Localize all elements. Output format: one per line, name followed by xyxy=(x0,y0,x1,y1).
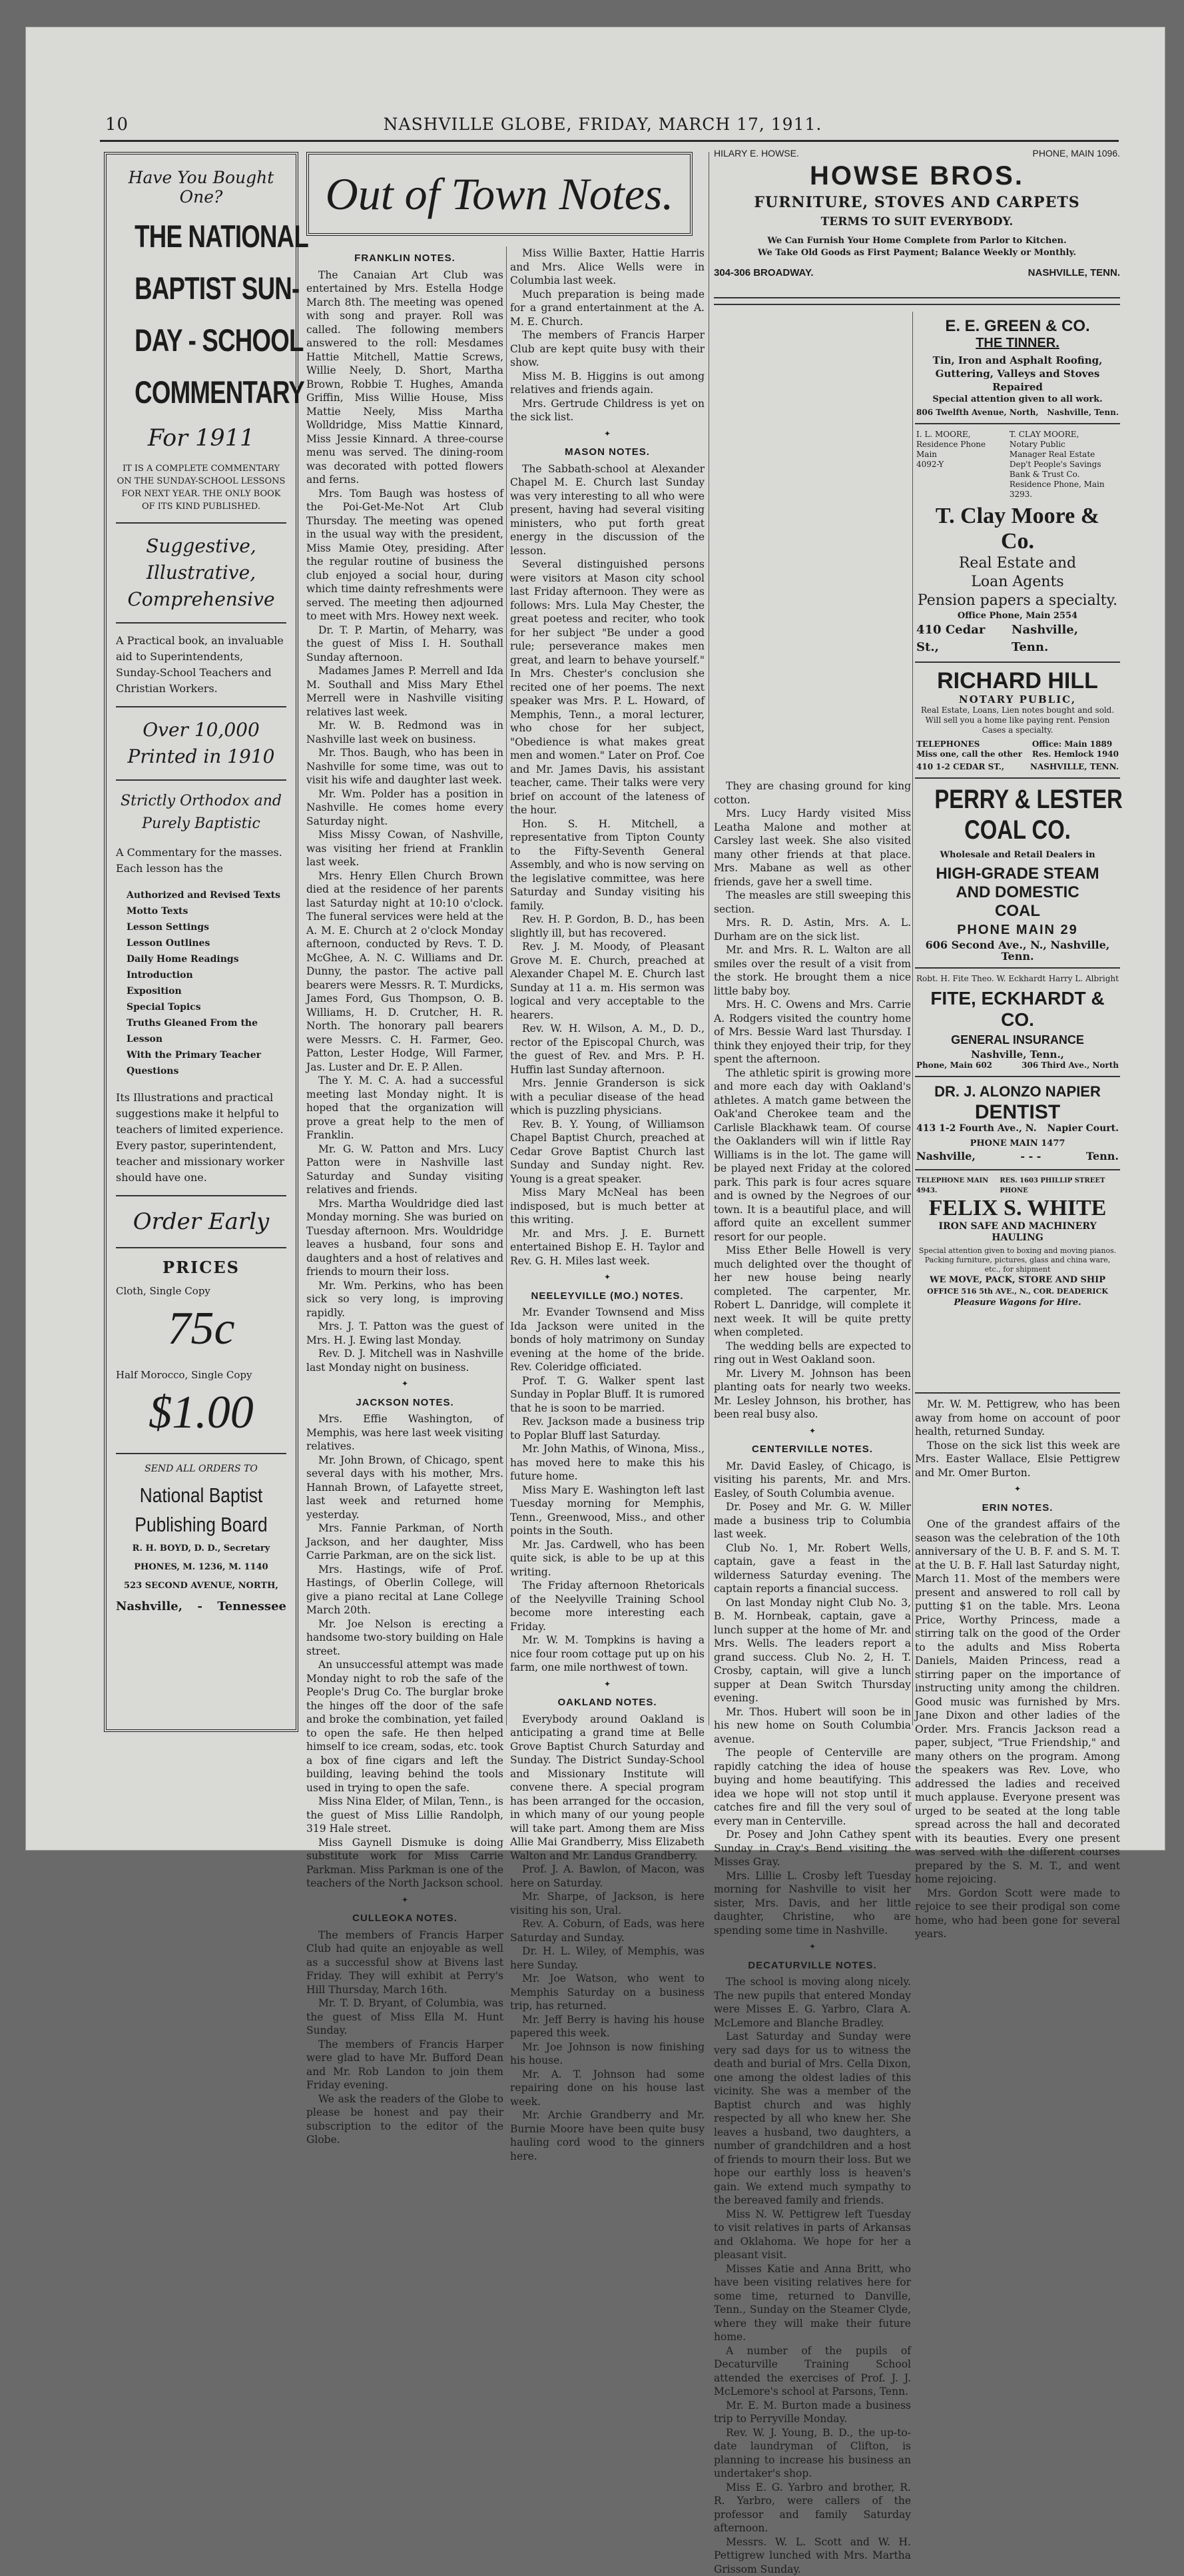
column-rule xyxy=(506,246,507,1725)
ad-address: 523 SECOND AVENUE, NORTH, xyxy=(116,1577,286,1595)
section-separator: ✦ xyxy=(714,1940,911,1954)
feature-item: With the Primary Teacher xyxy=(127,1047,286,1063)
news-paragraph: Mr. Joe Watson, who went to Memphis Saturday on a business trip, has returned. xyxy=(510,1972,705,2013)
news-paragraph: Dr. H. L. Wiley, of Memphis, was here Sunday. xyxy=(510,1944,705,1972)
news-paragraph: One of the grandest affairs of the season was the celebration of the 10th anniversary of the U. B. F. and S. M. T. at the U. B. F. Hall last Saturday night, March 11. Most of the members were present and answered to roll call by putting $1 on the table. Mrs. Leona Price, Worthy Princess, made a stirring talk on the good of the Order to the adults and Miss Roberta Daniels, Maiden Princess, read a stirring paper on the importance of instructing unity among the children. Good music was furnished by Mrs. Jane Dixon and other ladies of the Order. Mrs. Francis Jackson read a paper, subject, "True Friendship," and many others on the program. Among the speakers was Rev. Love, who addressed the ladies and received much applause. Everyone present was urged to be seated at the long table spread across the hall and decorated with its beauties. Every one present was served with the different courses prepared by the S. M. T., and went home rejoicing. xyxy=(915,1517,1120,1887)
news-paragraph: Mr. T. D. Bryant, of Columbia, was the guest of Miss Ella M. Hunt Sunday. xyxy=(306,1996,503,2038)
green-name: E. E. GREEN & CO. xyxy=(916,317,1119,336)
ads-column xyxy=(915,312,1120,1391)
news-paragraph: Mrs. Henry Ellen Church Brown died at the residence of her parents last Saturday night at 10:10 o'clock. The funeral services were held at the A. M. E. Church at 2 o'clock Monday afternoon, conducted by Revs. T. D. McGhee, A. N. C. Williams and Dr. Dunny, the pastor. The active pall bearers were Messrs. R. T. Murdicks, James Ford, Gus Thompson, O. B. Williams, H. D. Crutcher, H. R. North. The honorary pall bearers were Messrs. C. H. Farmer, Geo. Patton, Lester Hodge, Will Farmer, Jas. Luster and Dr. E. P. Allen. xyxy=(306,869,503,1074)
news-paragraph: Dr. Posey and John Cathey spent Sunday in Cray's Bend visiting the Misses Gray. xyxy=(714,1828,911,1869)
howse-terms: TERMS TO SUIT EVERYBODY. xyxy=(714,215,1120,228)
ad-title-line-4: COMMENTARY xyxy=(135,370,268,414)
news-paragraph: Mr. W. M. Pettigrew, who has been away from home on account of poor health, returned Sunday. xyxy=(915,1398,1120,1439)
news-paragraph: The measles are still sweeping this section. xyxy=(714,889,911,916)
moore-line-1: Real Estate and xyxy=(916,554,1119,573)
news-paragraph: Mr. Livery M. Johnson has been planting oats for nearly two weeks. Mr. Lesley Johnson, his brother, has been real busy also. xyxy=(714,1367,911,1422)
ad-prices-heading: PRICES xyxy=(116,1258,286,1277)
white-name: FELIX S. WHITE xyxy=(916,1196,1119,1221)
white-sub: IRON SAFE AND MACHINERY HAULING xyxy=(916,1221,1119,1244)
news-paragraph: Prof. T. G. Walker spent last Sunday in Poplar Bluff. It is rumored that he is soon to be married. xyxy=(510,1374,705,1416)
news-paragraph: On last Monday night Club No. 3, B. M. Hornbeak, captain, gave a lunch supper at the home of Mr. and Mrs. Wells. The leaders report a grand success. Club No. 2, H. T. Crosby, captain, will give a lunch supper at Dean Switch Thursday evening. xyxy=(714,1596,911,1705)
section-separator: ✦ xyxy=(306,1893,503,1907)
news-paragraph: Rev. W. J. Young, B. D., the up-to-date laundryman of Clifton, is planning to increase his business an undertaker's shop. xyxy=(714,2426,911,2481)
news-paragraph: The members of Francis Harper were glad to have Mr. Bufford Dean and Mr. Rob Landon to join them Friday evening. xyxy=(306,2038,503,2092)
napier-name: DR. J. ALONZO NAPIER xyxy=(916,1082,1119,1101)
news-paragraph: Last Saturday and Sunday were very sad days for us to witness the death and burial of Mrs. Cella Dixon, one among the oldest ladies of this vicinity. She was a member of the Baptist church and was highly respected by all who knew her. She leaves a husband, two daughters, a number of grandchildren and a host of friends to mourn their loss. But we hope our earthly loss is heaven's gain. We extend much sympathy to the bereaved family and friends. xyxy=(714,2030,911,2208)
feature-item: Exposition xyxy=(127,983,286,999)
fite-name: FITE, ECKHARDT & CO. xyxy=(916,988,1119,1031)
news-paragraph: Miss Mary McNeal has been indisposed, but is much better at this writing. xyxy=(510,1186,705,1227)
moore-office: Office Phone, Main 2554 xyxy=(916,610,1119,622)
news-paragraph: Miss M. B. Higgins is out among relatives and friends again. xyxy=(510,370,705,397)
hill-name: RICHARD HILL xyxy=(916,668,1119,694)
howse-bros-ad xyxy=(714,148,1120,305)
feature-item: Questions xyxy=(127,1063,286,1079)
commentary-ad xyxy=(104,152,298,1732)
news-paragraph: Mrs. J. T. Patton was the guest of Mrs. H. J. Ewing last Monday. xyxy=(306,1320,503,1347)
napier-court: Napier Court. xyxy=(1047,1124,1119,1134)
news-paragraph: Mr. John Brown, of Chicago, spent several days with his mother, Mrs. Hannah Brown, of Lafayette street, last week and returned home yesterday. xyxy=(306,1454,503,1522)
section-title: Out of Town Notes. xyxy=(306,152,693,236)
section-separator: ✦ xyxy=(510,427,705,441)
ad-morocco-label: Half Morocco, Single Copy xyxy=(116,1369,286,1381)
moore-pension: Pension papers a specialty. xyxy=(916,592,1119,610)
news-paragraph: Mr. Jeff Berry is having his house papered this week. xyxy=(510,2013,705,2040)
news-paragraph: Rev. Jackson made a business trip to Poplar Bluff last Saturday. xyxy=(510,1415,705,1442)
ad-question: Have You Bought One? xyxy=(116,168,286,207)
news-paragraph: The wedding bells are expected to ring out in West Oakland soon. xyxy=(714,1340,911,1367)
howse-note-1: We Can Furnish Your Home Complete from Parlor to Kitchen. xyxy=(714,235,1120,247)
news-paragraph: Mrs. Gordon Scott were made to rejoice to see their prodigal son come home, who had been gone for several years. xyxy=(915,1887,1120,1941)
news-paragraph: The Y. M. C. A. had a successful meeting last Monday night. It is hoped that the organization will prove a great help to the men of Franklin. xyxy=(306,1074,503,1142)
news-paragraph: Mr. A. T. Johnson had some repairing done on his house last week. xyxy=(510,2068,705,2109)
ad-city: Nashville, - Tennessee xyxy=(116,1599,286,1613)
divider xyxy=(116,622,286,624)
news-heading: ERIN NOTES. xyxy=(915,1502,1120,1515)
news-paragraph: Mr. and Mrs. J. E. Burnett entertained Bishop E. H. Taylor and Rev. G. H. Miles last week. xyxy=(510,1227,705,1268)
news-paragraph: Mr. Archie Grandberry and Mr. Burnie Moore have been quite busy hauling cord wood to the ginners here. xyxy=(510,2108,705,2163)
ad-suggestive: Suggestive, Illustrative, Comprehensive xyxy=(116,533,286,613)
fite-city: Nashville, Tenn., xyxy=(916,1049,1119,1061)
news-paragraph: Hon. S. H. Mitchell, a representative from Tipton County to the Fifty-Seventh General Assembly, and who is now serving on the legislative committee, was here Saturday and Sunday visiting his family. xyxy=(510,817,705,913)
perry-address: 606 Second Ave., N., Nashville, Tenn. xyxy=(916,939,1119,962)
green-desc: Tin, Iron and Asphalt Roofing, Guttering, Valleys and Stoves Repaired xyxy=(916,354,1119,394)
news-paragraph: Mr. John Mathis, of Winona, Miss., has moved here to make this his future home. xyxy=(510,1442,705,1484)
news-heading: NEELEYVILLE (MO.) NOTES. xyxy=(510,1290,705,1304)
perry-name-2: COAL CO. xyxy=(934,815,1100,845)
news-paragraph: Messrs. W. L. Scott and W. H. Pettigrew lunched with Mrs. Martha Grissom Sunday. xyxy=(714,2535,911,2576)
ad-morocco-price: $1.00 xyxy=(116,1386,286,1440)
news-paragraph: Mrs. R. D. Astin, Mrs. A. L. Durham are on the sick list. xyxy=(714,916,911,943)
howse-city: NASHVILLE, TENN. xyxy=(1028,267,1120,278)
green-special: Special attention given to all work. xyxy=(916,394,1119,405)
news-paragraph: Rev. A. Coburn, of Eads, was here Saturday and Sunday. xyxy=(510,1917,705,1944)
news-paragraph: Several distinguished persons were visitors at Mason city school last Friday afternoon. They were as follows: Mrs. Lula May Chester, the great poetess and reciter, who took for her subject "Be under a good rule; perseverance makes men great, and learn to behave yourself." In Mrs. Chester's conclusion she recited one of her poems. The next speaker was Mrs. P. L. Howard, of Memphis, Tenn., a moral lecturer, who chose for her subject, "Obedience is what makes great men and women." Later on Prof. Coe and Mr. James Davis, his assistant teacher, came. Their talks were very brief on account of the lateness of the hour. xyxy=(510,558,705,817)
green-ad xyxy=(915,312,1120,424)
divider xyxy=(116,706,286,707)
news-paragraph: The Friday afternoon Rhetoricals of the Neelyville Training School become more interesting each Friday. xyxy=(510,1579,705,1633)
news-paragraph: The Canaian Art Club was entertained by Mrs. Estella Hodge March 8th. The meeting was opened with song and prayer. Roll was called. The following members answered to the roll: Mesdames Hattie Mitchell, Mattie Screws, Willie Neely, D. Short, Martha Brown, Robbie T. Hughes, Amanda Griffin, Miss Willie House, Miss Mattie Neely, Miss Martha Wolldridge, Miss Mattie Kinnard, Miss Jessie Kinnard. A three-course menu was served. The dining-room was decorated with potted flowers and ferns. xyxy=(306,268,503,487)
news-paragraph: Mr. David Easley, of Chicago, is visiting his parents, Mr. and Mrs. Easley, of South Columbia avenue. xyxy=(714,1460,911,1501)
news-paragraph: We ask the readers of the Globe to please be honest and pay their subscription to the editor of the Globe. xyxy=(306,2092,503,2147)
ad-cloth-label: Cloth, Single Copy xyxy=(116,1285,286,1297)
howse-address: 304-306 BROADWAY. xyxy=(714,267,814,278)
perry-grade-2: AND DOMESTIC xyxy=(916,883,1119,902)
news-column-b xyxy=(510,246,705,1725)
news-paragraph: Miss Missy Cowan, of Nashville, was visiting her friend at Franklin last week. xyxy=(306,828,503,869)
perry-phone: PHONE MAIN 29 xyxy=(916,921,1119,939)
fite-address: 306 Third Ave., North xyxy=(1022,1061,1119,1071)
fite-phone: Phone, Main 602 xyxy=(916,1061,992,1071)
divider xyxy=(116,1453,286,1454)
green-tinner: THE TINNER. xyxy=(916,336,1119,351)
section-separator: ✦ xyxy=(510,1677,705,1691)
ad-title-line-2: BAPTIST SUN- xyxy=(135,266,268,310)
divider xyxy=(116,779,286,781)
news-paragraph: Mr. Wm. Polder has a position in Nashville. He comes home every Saturday night. xyxy=(306,787,503,829)
napier-title: DENTIST xyxy=(916,1101,1119,1124)
news-paragraph: Miss Ether Belle Howell is very much delighted over the thought of her new house being nearly completed. The carpenter, Mr. Robert L. Danridge, will complete it next week. It will be quite pretty when completed. xyxy=(714,1244,911,1340)
news-paragraph: Mrs. Tom Baugh was hostess of the Poi-Get-Me-Not Art Club Thursday. The meeting was opened in the usual way with the president, Miss Mamie Otey, presiding. After the regular routine of business the club enjoyed a social hour, during which time dainty refreshments were served. The meeting then adjourned to meet with Mrs. Howey next week. xyxy=(306,487,503,624)
news-paragraph: Rev. J. M. Moody, of Pleasant Grove M. E. Church, preached at Alexander Chapel M. E. Church last Sunday at 11 a. m. His sermon was logical and very acceptable to the hearers. xyxy=(510,940,705,1022)
page-number: 10 xyxy=(105,115,129,135)
news-heading: OAKLAND NOTES. xyxy=(510,1696,705,1710)
news-paragraph: Miss Gaynell Dismuke is doing substitute work for Miss Carrie Parkman. Miss Parkman is one of the teachers of the North Jackson school. xyxy=(306,1836,503,1891)
perry-coal: COAL xyxy=(916,902,1119,921)
divider xyxy=(915,1392,1120,1394)
news-paragraph: Misses Katie and Anna Britt, who have been visiting relatives here for some time, returned to Danville, Tenn., Sunday on the Steamer Clyde, where they will make their future home. xyxy=(714,2262,911,2344)
ad-title-line-3: DAY - SCHOOL xyxy=(135,318,268,362)
hill-city: NASHVILLE, TENN. xyxy=(1030,762,1119,772)
hill-ad: RICHARD HILL NOTARY PUBLIC, Real Estate, Loans, Lien notes bought and sold. Will sell you a home like paying rent. Pension Cases a specialty. TELEPHONES Miss one, call the other Office: Main 1889 Res. Hemlock 1940 410 1-2 CEDAR ST., NASHVILLE, TENN. xyxy=(915,663,1120,779)
news-paragraph: Mr. Joe Nelson is erecting a handsome two-story building on Hale street. xyxy=(306,1617,503,1659)
divider xyxy=(714,304,1120,305)
ad-orthodox: Strictly Orthodox and Purely Baptistic xyxy=(116,790,286,835)
moore-ad: I. L. MOORE, Residence Phone Main 4092-Y T. CLAY MOORE, Notary Public Manager Real Estate Dep't People's Savings Bank & Trust Co. Residence Phone, Main 3293. T. Clay Moore & Co. Real Estate and Loan Agents Pension papers a specialty. Office Phone, Main 2554 410 Cedar St., Nashville, Tenn. xyxy=(915,424,1120,663)
moore-city: Nashville, Tenn. xyxy=(1012,622,1119,656)
ad-secretary: R. H. BOYD, D. D., Secretary xyxy=(116,1539,286,1558)
ad-publisher-1: National Baptist xyxy=(129,1481,274,1510)
news-paragraph: Mr. and Mrs. R. L. Walton are all smiles over the result of a visit from the stork. He brought them a nice little baby boy. xyxy=(714,943,911,998)
news-paragraph: Mr. W. M. Tompkins is having a nice four room cottage put up on his farm, one mile northwest of town. xyxy=(510,1633,705,1675)
perry-name-1: PERRY & LESTER xyxy=(934,784,1100,815)
howse-phone: PHONE, MAIN 1096. xyxy=(1033,148,1121,159)
white-ad: TELEPHONE MAIN 4943. RES. 1603 PHILLIP STREET PHONE FELIX S. WHITE IRON SAFE AND MACHINERY HAULING Special attention given to boxing and moving pianos. Packing furniture, pictures, glass and china ware, etc., for shipment WE MOVE, PACK, STORE AND SHIP OFFICE 516 5th AVE., N., COR. DEADERICK Pleasure Wagons for Hire. xyxy=(915,1170,1120,1314)
news-paragraph: Rev. H. P. Gordon, B. D., has been slightly ill, but has recovered. xyxy=(510,913,705,940)
feature-item: Lesson Outlines xyxy=(127,935,286,951)
news-paragraph: Mrs. Effie Washington, of Memphis, was here last week visiting relatives. xyxy=(306,1412,503,1454)
news-paragraph: An unsuccessful attempt was made Monday night to rob the safe of the People's Drug Co. The burglar broke the hinges off the door of the safe and broke the combination, yet failed to open the safe. He then helped himself to ice cream, sodas, etc. took a box of fine cigars and left the building, leaving behind the tools used in trying to open the safe. xyxy=(306,1658,503,1795)
news-paragraph: Mrs. Lillie L. Crosby left Tuesday morning for Nashville to visit her sister, Mrs. Davis, and her little daughter, Christine, who are spending some time in Nashville. xyxy=(714,1869,911,1938)
perry-wholesale: Wholesale and Retail Dealers in xyxy=(916,849,1119,861)
page-header xyxy=(80,112,1125,139)
news-heading: DECATURVILLE NOTES. xyxy=(714,1959,911,1973)
section-separator: ✦ xyxy=(306,1377,503,1391)
news-paragraph: Miss Willie Baxter, Hattie Harris and Mrs. Alice Wells were in Columbia last week. xyxy=(510,246,705,288)
news-paragraph: The members of Francis Harper Club had quite an enjoyable as well as a successful show at Bivens last Friday. They will exhibit at Perry's Hill Thursday, March 16th. xyxy=(306,1929,503,1997)
news-paragraph: Prof. J. A. Bawlon, of Macon, was here on Saturday. xyxy=(510,1863,705,1890)
news-paragraph: Miss N. W. Pettigrew left Tuesday to visit relatives in parts of Arkansas and Oklahoma. We hope for her a pleasant visit. xyxy=(714,2208,911,2262)
news-paragraph: The athletic spirit is growing more and more each day with Oakland's athletes. A match game between the Oak'and Cherokee team and the Carlisle Blackhawk team. Of course the Oaklanders will win if little Ray Williams is in the lot. The game will be played next Friday at the colored park. This park is four acres square and is owned by the Negroes of our town. It is a beautiful place, and will afford quite an excellent summer resort for our people. xyxy=(714,1067,911,1244)
ad-phones: PHONES, M. 1236, M. 1140 xyxy=(116,1558,286,1577)
divider xyxy=(714,297,1120,298)
news-paragraph: Mr. Thos. Baugh, who has been in Nashville for some time, was out to visit his wife and daughter last week. xyxy=(306,746,503,787)
hill-desc: Real Estate, Loans, Lien notes bought and sold. Will sell you a home like paying rent. Pension Cases a specialty. xyxy=(916,705,1119,735)
news-paragraph: Mr. Jas. Cardwell, who has been quite sick, is able to be up at this writing. xyxy=(510,1538,705,1579)
news-heading: MASON NOTES. xyxy=(510,446,705,460)
news-paragraph: Mr. Sharpe, of Jackson, is here visiting his son, Ural. xyxy=(510,1890,705,1917)
news-heading: FRANKLIN NOTES. xyxy=(306,252,503,266)
news-heading: CENTERVILLE NOTES. xyxy=(714,1443,911,1457)
news-paragraph: Mrs. Lucy Hardy visited Miss Leatha Malone and mother at Carsley last week. She also visited many other friends at that place. Mrs. Mabane as well as other friends, gave her a swell time. xyxy=(714,807,911,889)
ad-cloth-price: 75c xyxy=(116,1302,286,1356)
news-paragraph: Club No. 1, Mr. Robert Wells, captain, gave a feast in the wilderness Saturday evening. The captain reports a financial success. xyxy=(714,1541,911,1596)
column-rule xyxy=(912,312,913,1725)
perry-lester-ad xyxy=(915,779,1120,969)
feature-item: Lesson Settings xyxy=(127,919,286,935)
news-paragraph: Dr. Posey and Mr. G. W. Miller made a business trip to Columbia last week. xyxy=(714,1500,911,1541)
white-pleasure: Pleasure Wagons for Hire. xyxy=(916,1297,1119,1308)
ad-year: For 1911 xyxy=(116,425,286,452)
news-paragraph: Mr. Joe Johnson is now finishing his house. xyxy=(510,2040,705,2068)
news-paragraph: Those on the sick list this week are Mrs. Easter Wallace, Elsie Pettigrew and Mr. Omer Burton. xyxy=(915,1439,1120,1480)
divider xyxy=(116,1195,286,1196)
howse-sub: FURNITURE, STOVES AND CARPETS xyxy=(714,194,1120,211)
news-paragraph: Mrs. Hastings, wife of Prof. Hastings, of Oberlin College, will give a piano recital at Lane College March 20th. xyxy=(306,1563,503,1617)
ad-features-list xyxy=(116,887,286,1079)
news-paragraph: Mrs. Jennie Granderson is sick with a peculiar disease of the head which is puzzling physicians. xyxy=(510,1076,705,1118)
news-paragraph: The school is moving along nicely. The new pupils that entered Monday were Misses E. G. Yarbro, Clara A. McLemore and Blanche Bradley. xyxy=(714,1975,911,2030)
white-office: OFFICE 516 5th AVE., N., COR. DEADERICK xyxy=(916,1286,1119,1297)
howse-name: HOWSE BROS. xyxy=(714,161,1120,191)
ad-order-early: Order Early xyxy=(116,1208,286,1235)
news-paragraph: They are chasing ground for king cotton. xyxy=(714,779,911,807)
napier-ad: DR. J. ALONZO NAPIER DENTIST 413 1-2 Fourth Ave., N. Napier Court. PHONE MAIN 1477 Nashville, - - - Tenn. xyxy=(915,1077,1120,1170)
white-move: WE MOVE, PACK, STORE AND SHIP xyxy=(916,1274,1119,1286)
ad-title-line-1: THE NATIONAL xyxy=(135,215,268,258)
news-heading: JACKSON NOTES. xyxy=(306,1396,503,1410)
news-heading: CULLEOKA NOTES. xyxy=(306,1912,503,1926)
news-column-c xyxy=(714,779,911,1725)
section-separator: ✦ xyxy=(714,1424,911,1438)
green-address: 806 Twelfth Avenue, North, xyxy=(916,408,1039,418)
news-paragraph: Mrs. H. C. Owens and Mrs. Carrie A. Rodgers visited the country home of Mrs. Bessie Ward last Thursday. I think they enjoyed their trip, for they spent the afternoon. xyxy=(714,998,911,1067)
news-paragraph: Mr. E. M. Burton made a business trip to Perryville Monday. xyxy=(714,2399,911,2426)
napier-phone: PHONE MAIN 1477 xyxy=(916,1138,1119,1149)
news-paragraph: Miss Nina Elder, of Milan, Tenn., is the guest of Miss Lillie Randolph, 319 Hale street. xyxy=(306,1795,503,1836)
howse-owner: HILARY E. HOWSE. xyxy=(714,148,799,159)
news-paragraph: Mrs. Martha Wouldridge died last Monday morning. She was buried on Tuesday afternoon. Mrs. Wouldridge leaves a husband, four sons and daughters and a host of relatives and friends to mourn their loss. xyxy=(306,1197,503,1279)
news-column-e xyxy=(915,1398,1120,1724)
news-paragraph: The members of Francis Harper Club are kept quite busy with their show. xyxy=(510,328,705,370)
feature-item: Truths Gleaned From the Lesson xyxy=(127,1015,286,1047)
news-paragraph: Mr. Thos. Hubert will soon be in his new home on South Columbia avenue. xyxy=(714,1705,911,1747)
masthead: NASHVILLE GLOBE, FRIDAY, MARCH 17, 1911. xyxy=(80,115,1125,134)
news-paragraph: Mr. W. B. Redmond was in Nashville last week on business. xyxy=(306,719,503,746)
news-paragraph: Rev. D. J. Mitchell was in Nashville last Monday night on business. xyxy=(306,1347,503,1374)
ad-printed: Over 10,000 Printed in 1910 xyxy=(116,717,286,770)
ad-practical: A Practical book, an invaluable aid to Superintendents, Sunday-School Teachers and Christian Workers. xyxy=(116,633,286,697)
ad-publisher-2: Publishing Board xyxy=(129,1510,274,1539)
news-paragraph: Mr. Wm. Perkins, who has been sick so very long, is improving rapidly. xyxy=(306,1279,503,1320)
news-paragraph: Rev. B. Y. Young, of Williamson Chapel Baptist Church, preached at Cedar Grove Baptist Church last Sunday and Sunday night. Rev. Young is a great speaker. xyxy=(510,1118,705,1186)
news-paragraph: Miss Mary E. Washington left last Tuesday morning for Memphis, Tenn., Greenwood, Miss., and other points in the South. xyxy=(510,1484,705,1538)
feature-item: Introduction xyxy=(127,967,286,983)
ad-send-to: SEND ALL ORDERS TO xyxy=(116,1464,286,1474)
news-paragraph: Everybody around Oakland is anticipating a grand time at Belle Grove Baptist Church Saturday and Sunday. The District Sunday-School and Missionary Institute will convene there. A special program has been arranged for the occasion, in which many of our young people will take part. Among them are Miss Allie Mai Grandberry, Miss Elizabeth Walton and Mr. Landus Grandberry. xyxy=(510,1713,705,1863)
white-desc: Special attention given to boxing and moving pianos. Packing furniture, pictures, glass and china ware, etc., for shipment xyxy=(916,1246,1119,1274)
green-city: Nashville, Tenn. xyxy=(1047,408,1119,418)
ad-blurb: IT IS A COMPLETE COMMENTARY ON THE SUNDAY-SCHOOL LESSONS FOR NEXT YEAR. THE ONLY BOOK OF ITS KIND PUBLISHED. xyxy=(116,462,286,513)
news-paragraph: Mr. Evander Townsend and Miss Ida Jackson were united in the bonds of holy matrimony on Sunday evening at the home of the bride. Rev. Coleridge officiated. xyxy=(510,1306,705,1374)
napier-address: 413 1-2 Fourth Ave., N. xyxy=(916,1124,1037,1134)
feature-item: Special Topics xyxy=(127,999,286,1015)
perry-grade-1: HIGH-GRADE STEAM xyxy=(916,865,1119,883)
howse-note-2: We Take Old Goods as First Payment; Balance Weekly or Monthly. xyxy=(714,247,1120,259)
divider xyxy=(116,1247,286,1248)
ad-illustrations: Its Illustrations and practical suggestions make it helpful to teachers of limited experience. Every pastor, superintendent, teacher and missionary worker should have one. xyxy=(116,1090,286,1186)
hill-title: NOTARY PUBLIC, xyxy=(916,694,1119,705)
news-paragraph: Mrs. Fannie Parkman, of North Jackson, and her daughter, Miss Carrie Parkman, are on the sick list. xyxy=(306,1521,503,1563)
news-paragraph: The people of Centerville are rapidly catching the idea of house buying and home beautifying. This idea we hope will not stop until it catches fire and fill the very soul of every man in Centerville. xyxy=(714,1746,911,1828)
hill-address: 410 1-2 CEDAR ST., xyxy=(916,762,1004,772)
news-paragraph: Mr. G. W. Patton and Mrs. Lucy Patton were in Nashville last Saturday and Sunday visiting relatives and friends. xyxy=(306,1142,503,1197)
feature-item: Daily Home Readings xyxy=(127,951,286,967)
divider xyxy=(116,522,286,524)
news-paragraph: Rev. W. H. Wilson, A. M., D. D., rector of the Episcopal Church, was the guest of Rev. and Mrs. P. H. Huffin last Sunday afternoon. xyxy=(510,1022,705,1076)
news-paragraph: A number of the pupils of Decaturville Training School attended the exercises of Prof. J. J. McLemore's school at Parsons, Tenn. xyxy=(714,2344,911,2399)
news-paragraph: Dr. T. P. Martin, of Meharry, was the guest of Miss I. H. Southall Sunday afternoon. xyxy=(306,624,503,665)
news-paragraph: Madames James P. Merrell and Ida M. Southall and Miss Mary Ethel Merrell were in Nashville visiting relatives last week. xyxy=(306,664,503,719)
news-paragraph: Miss E. G. Yarbro and brother, R. R. Yarbro, were callers of the professor and family Saturday afternoon. xyxy=(714,2481,911,2535)
moore-line-2: Loan Agents xyxy=(916,573,1119,592)
news-paragraph: The Sabbath-school at Alexander Chapel M. E. Church last Sunday was very interesting to all who were present, having had several visiting ministers, who put forth great energy in the discussion of the lesson. xyxy=(510,462,705,558)
section-separator: ✦ xyxy=(915,1482,1120,1496)
news-paragraph: Much preparation is being made for a grand entertainment at the A. M. E. Church. xyxy=(510,288,705,329)
news-column-a xyxy=(306,246,503,1725)
section-separator: ✦ xyxy=(510,1270,705,1284)
header-rule xyxy=(100,140,1119,142)
moore-name: T. Clay Moore & Co. xyxy=(916,504,1119,554)
moore-address: 410 Cedar St., xyxy=(916,622,1012,656)
ad-commentary-for: A Commentary for the masses. Each lesson has the xyxy=(116,845,286,877)
feature-item: Motto Texts xyxy=(127,903,286,919)
news-paragraph: Mrs. Gertrude Childress is yet on the sick list. xyxy=(510,397,705,424)
feature-item: Authorized and Revised Texts xyxy=(127,887,286,903)
fite-eckhardt-ad: Robt. H. Fite Theo. W. Eckhardt Harry L. Albright FITE, ECKHARDT & CO. GENERAL INSURANCE Nashville, Tenn., Phone, Main 602 306 Third Ave., North xyxy=(915,969,1120,1077)
fite-sub: GENERAL INSURANCE xyxy=(916,1031,1119,1049)
